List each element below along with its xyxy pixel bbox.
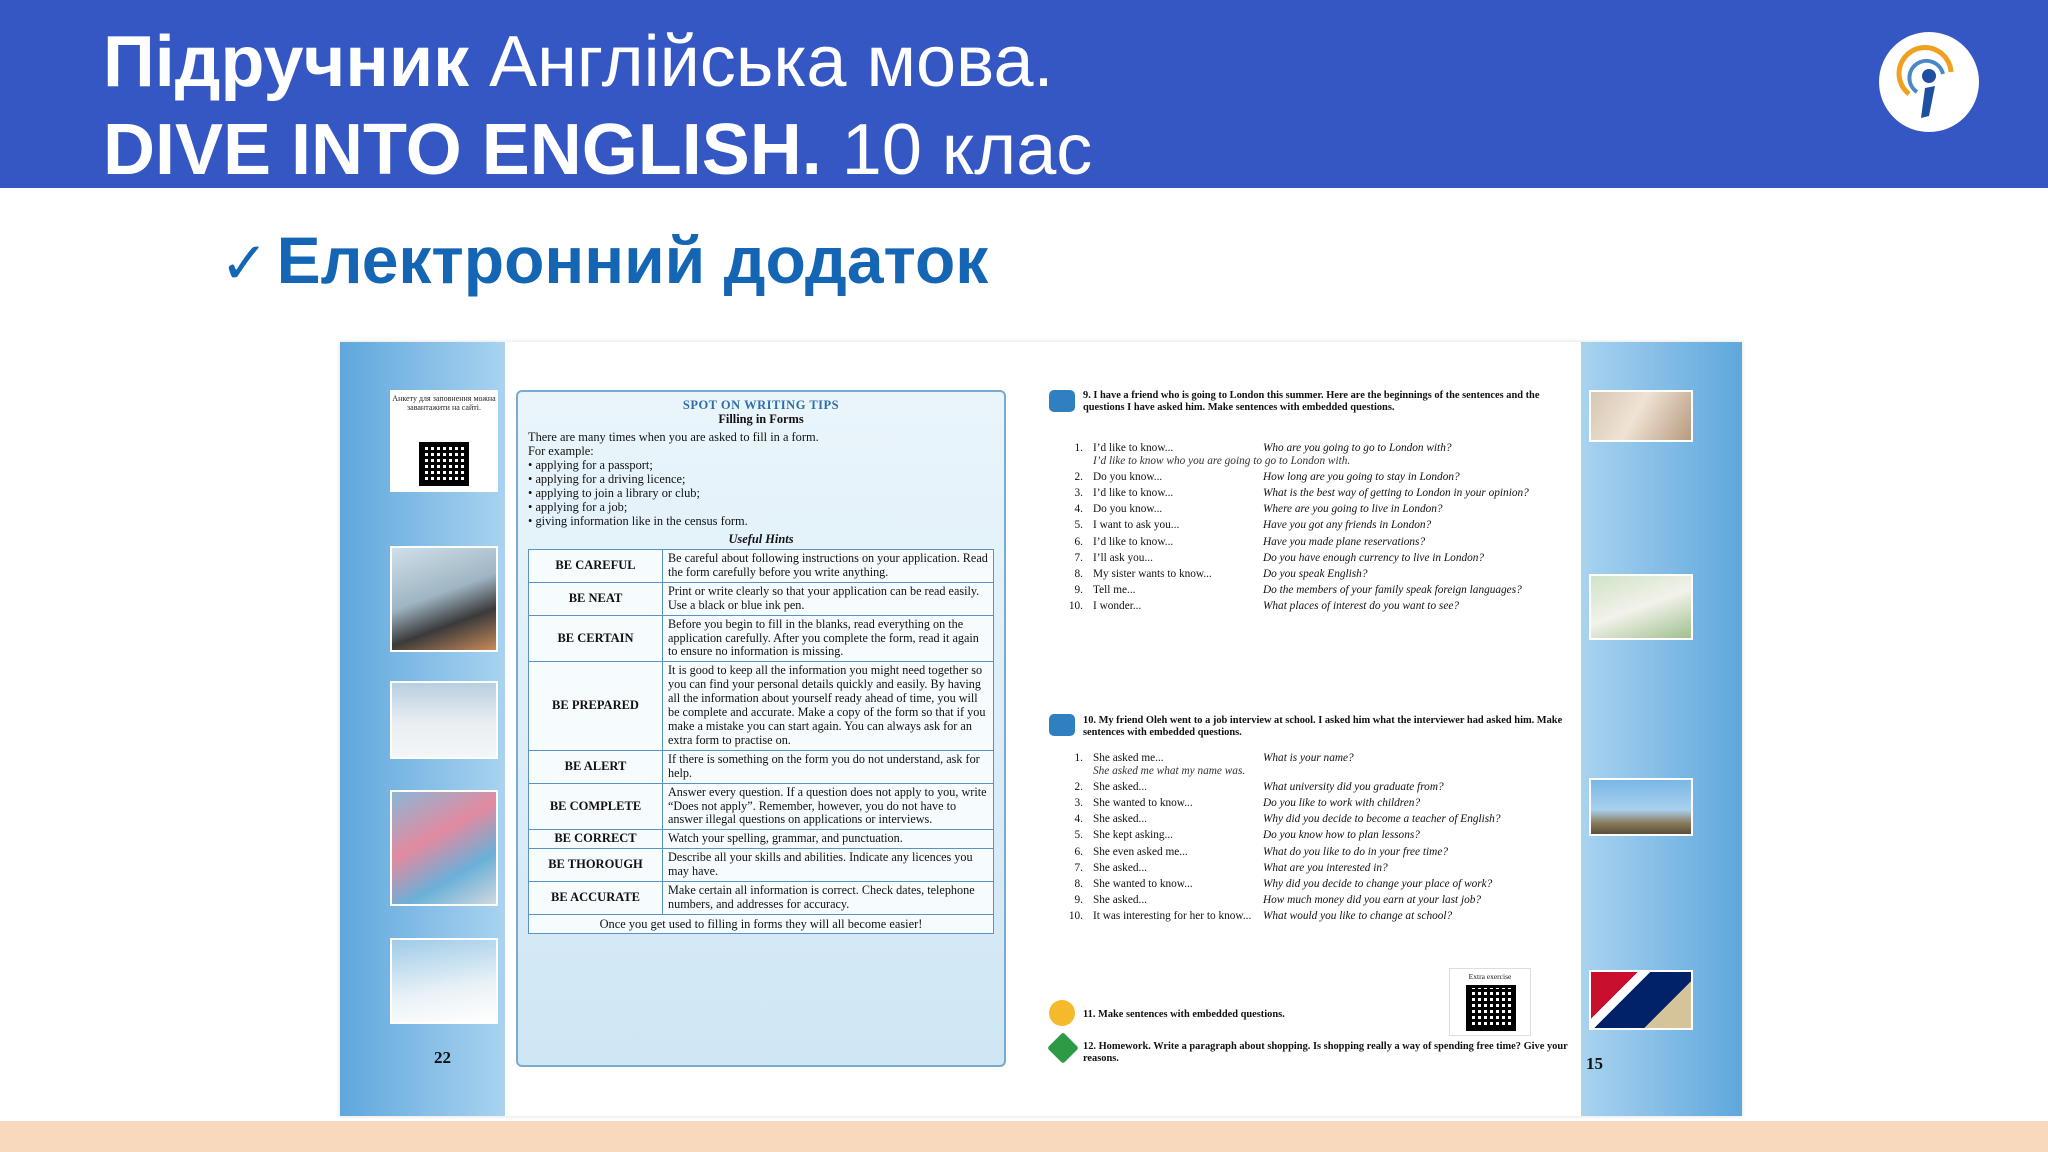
speech-bubble-icon: [1049, 714, 1075, 736]
tips-footer: Once you get used to filling in forms they will all become easier!: [528, 915, 994, 934]
hint-text: Make certain all information is correct. Check dates, telephone numbers, and addresses for accuracy.: [663, 882, 994, 915]
row-number: 4.: [1074, 813, 1083, 826]
row-number: 9.: [1074, 583, 1083, 596]
row-question: What do you like to do in your free time?: [1263, 845, 1448, 858]
exercise-row: [1061, 797, 1576, 810]
textbook-spread: [340, 342, 1742, 1116]
hint-row: [529, 783, 994, 830]
hint-name: BE NEAT: [529, 582, 663, 615]
row-number: 1.: [1074, 442, 1083, 454]
hint-name: BE PREPARED: [529, 662, 663, 750]
hint-name: BE ALERT: [529, 750, 663, 783]
exercise-9-title: 9. I have a friend who is going to London this summer. Here are the beginnings of the sentences and the questions I have asked him. Make sentences with embedded questions.: [1083, 390, 1540, 414]
row-question: Have you made plane reservations?: [1263, 535, 1426, 548]
tips-bullet: • applying for a driving licence;: [528, 472, 686, 486]
row-number: 7.: [1074, 551, 1083, 564]
hint-row: [529, 615, 994, 662]
exercise-row: [1061, 487, 1576, 500]
exercise-row: [1061, 910, 1576, 923]
tips-bullet-text: applying for a passport;: [535, 458, 653, 472]
extra-exercise-card: [1449, 968, 1531, 1036]
row-prompt: Tell me...: [1093, 583, 1136, 596]
writing-tips-box: [516, 390, 1006, 1067]
row-prompt: I’ll ask you...: [1093, 551, 1153, 564]
photo-banknotes: [1589, 390, 1693, 442]
exercise-11-title: 11. Make sentences with embedded questions.: [1083, 1009, 1285, 1020]
exercise-example: [1061, 455, 1576, 468]
tips-bullet-list: [528, 458, 994, 528]
exercise-row: [1061, 752, 1576, 765]
exercise-12-title: 12. Homework. Write a paragraph about shopping. Is shopping really a way of spending free time? Give your reasons.: [1083, 1041, 1568, 1065]
hint-name: BE CORRECT: [529, 830, 663, 849]
info-icon: [1049, 1000, 1075, 1026]
row-prompt: She asked me...: [1093, 752, 1164, 764]
tips-bullet: • applying to join a library or club;: [528, 486, 700, 500]
left-page: [340, 342, 1041, 1116]
row-question: How much money did you earn at your last job?: [1263, 893, 1482, 906]
title-rest-1: Англійська мова.: [469, 22, 1054, 102]
tips-example-label: For example:: [528, 444, 594, 458]
exercise-10-list: [1061, 752, 1576, 923]
tips-bullet-text: applying for a job;: [535, 500, 628, 514]
row-number: 10.: [1068, 909, 1083, 922]
row-number: 2.: [1074, 471, 1083, 484]
hint-text: Answer every question. If a question does not apply to you, write “Does not apply”. Remember, however, you do not have to answer illegal questions on applications or interviews.: [663, 783, 994, 830]
row-prompt: My sister wants to know...: [1093, 567, 1212, 580]
row-question: Who are you going to go to London with?: [1263, 442, 1452, 454]
title-bold-2: DIVE INTO ENGLISH.: [103, 110, 822, 190]
row-question: What university did you graduate from?: [1263, 781, 1444, 794]
header-banner: [0, 0, 2048, 188]
logo-icon: [1879, 32, 1979, 132]
photo-snowboard: [390, 938, 498, 1024]
hint-name: BE ACCURATE: [529, 882, 663, 915]
row-number: 9.: [1074, 893, 1083, 906]
row-number: 5.: [1074, 519, 1083, 532]
exercise-row: [1061, 584, 1576, 597]
hint-row: [529, 550, 994, 583]
row-question: Have you got any friends in London?: [1263, 519, 1432, 532]
row-question: What is your name?: [1263, 752, 1354, 764]
tips-subheading: Filling in Forms: [718, 412, 804, 426]
row-prompt: I’d like to know...: [1093, 487, 1174, 500]
hint-text: It is good to keep all the information you might need together so you can find your personal details quickly and easily. By having all the information about yourself ready ahead of time, you will be complete and accurate. Make a copy of the form so that if you make a mistake you can start again. You can always ask for an extra form to practise on.: [663, 662, 994, 750]
hints-table: [528, 549, 994, 915]
tips-intro: There are many times when you are asked to fill in a form.: [528, 430, 819, 444]
row-number: 5.: [1074, 829, 1083, 842]
hint-name: BE CERTAIN: [529, 615, 663, 662]
row-question: Do you have enough currency to live in London?: [1263, 551, 1485, 564]
exercise-row: [1061, 781, 1576, 794]
row-prompt: She even asked me...: [1093, 845, 1188, 858]
row-prompt: She asked...: [1093, 813, 1147, 826]
hint-text: If there is something on the form you do not understand, ask for help.: [663, 750, 994, 783]
row-number: 4.: [1074, 503, 1083, 516]
hint-text: Before you begin to fill in the blanks, read everything on the application carefully. After you complete the form, read it again to ensure no information is missing.: [663, 615, 994, 662]
photo-workout: [390, 790, 498, 906]
right-page: [1041, 342, 1742, 1116]
qr-code-icon[interactable]: [1466, 985, 1516, 1031]
example-text: She asked me what my name was.: [1093, 765, 1246, 778]
photo-tickets: [1589, 574, 1693, 640]
exercise-9-list: [1061, 442, 1576, 613]
row-number: 6.: [1074, 535, 1083, 548]
title-bold-1: Підручник: [103, 22, 470, 102]
exercise-row: [1061, 846, 1576, 859]
row-question: What are you interested in?: [1263, 861, 1388, 874]
row-question: What is the best way of getting to London in your opinion?: [1263, 487, 1529, 500]
subtitle-text: Електронний додаток: [276, 223, 989, 297]
title-line-1: [103, 22, 1054, 102]
row-number: 7.: [1074, 861, 1083, 874]
tips-heading: SPOT ON WRITING TIPS: [682, 398, 840, 412]
qr-code-icon[interactable]: [419, 442, 469, 486]
photo-skiing: [390, 681, 498, 759]
hint-name: BE CAREFUL: [529, 550, 663, 583]
exercise-row: [1061, 503, 1576, 516]
row-question: Why did you decide to become a teacher of English?: [1263, 813, 1501, 826]
row-number: 1.: [1074, 752, 1083, 764]
row-question: Do you know how to plan lessons?: [1263, 829, 1420, 842]
tips-bullet: • giving information like in the census form.: [528, 514, 748, 528]
photo-fitness: [390, 546, 498, 652]
row-number: 3.: [1074, 797, 1083, 810]
row-number: 6.: [1074, 845, 1083, 858]
exercise-row: [1061, 471, 1576, 484]
exercise-row: [1061, 552, 1576, 565]
row-prompt: She kept asking...: [1093, 829, 1174, 842]
exercise-row: [1061, 878, 1576, 891]
row-prompt: I want to ask you...: [1093, 519, 1180, 532]
hint-name: BE THOROUGH: [529, 849, 663, 882]
row-number: 8.: [1074, 877, 1083, 890]
tips-bullet-text: applying to join a library or club;: [535, 486, 700, 500]
extra-exercise-label: Extra exercise: [1468, 972, 1512, 981]
row-prompt: Do you know...: [1093, 503, 1163, 516]
hint-row: [529, 849, 994, 882]
row-prompt: It was interesting for her to know...: [1093, 909, 1252, 922]
row-number: 2.: [1074, 781, 1083, 794]
exercise-example: [1061, 765, 1576, 778]
tips-bullet: • applying for a job;: [528, 500, 628, 514]
hint-row: [529, 830, 994, 849]
row-question: How long are you going to stay in London?: [1263, 471, 1460, 484]
hint-text: Watch your spelling, grammar, and punctuation.: [663, 830, 994, 849]
hint-name: BE COMPLETE: [529, 783, 663, 830]
speech-bubble-icon: [1049, 390, 1075, 412]
qr-caption: Анкету для заповнення можна завантажити на сайті.: [392, 394, 496, 413]
hint-row: [529, 582, 994, 615]
title-line-2: [103, 110, 1093, 190]
row-question: Why did you decide to change your place of work?: [1263, 877, 1493, 890]
page-number-right: 15: [1586, 1054, 1603, 1073]
hint-row: [529, 662, 994, 750]
exercise-row: [1061, 813, 1576, 826]
exercise-row: [1061, 600, 1576, 613]
hint-row: [529, 882, 994, 915]
exercise-row: [1061, 519, 1576, 532]
row-prompt: I’d like to know...: [1093, 442, 1174, 454]
exercise-row: [1061, 829, 1576, 842]
tips-bullet-text: applying for a driving licence;: [535, 472, 686, 486]
hint-row: [529, 750, 994, 783]
check-icon: ✓: [220, 231, 269, 296]
pencil-icon: [1047, 1032, 1079, 1064]
row-number: 10.: [1068, 599, 1083, 612]
title-rest-2: 10 клас: [821, 110, 1093, 190]
exercise-row: [1061, 568, 1576, 581]
row-question: Where are you going to live in London?: [1263, 503, 1443, 516]
row-prompt: She asked...: [1093, 861, 1147, 874]
row-prompt: She wanted to know...: [1093, 797, 1193, 810]
section-subtitle: [220, 222, 988, 298]
bottom-bar: [0, 1121, 2048, 1152]
exercise-10-title: 10. My friend Oleh went to a job interview at school. I asked him what the interviewer had asked him. Make sentences with embedded questions.: [1083, 715, 1563, 739]
example-text: I’d like to know who you are going to go to London with.: [1093, 455, 1351, 468]
exercise-row: [1061, 894, 1576, 907]
exercise-row: [1061, 536, 1576, 549]
row-question: What places of interest do you want to see?: [1263, 599, 1459, 612]
row-prompt: She wanted to know...: [1093, 877, 1193, 890]
row-number: 3.: [1074, 487, 1083, 500]
row-prompt: Do you know...: [1093, 471, 1163, 484]
tips-bullet: • applying for a passport;: [528, 458, 653, 472]
hints-title: Useful Hints: [728, 532, 794, 546]
qr-card: [390, 390, 498, 492]
row-question: Do you speak English?: [1263, 567, 1368, 580]
exercise-row: [1061, 862, 1576, 875]
tips-bullet-text: giving information like in the census form.: [535, 514, 748, 528]
row-question: Do the members of your family speak foreign languages?: [1263, 583, 1522, 596]
page-number-left: 22: [434, 1048, 451, 1067]
hint-text: Be careful about following instructions on your application. Read the form carefully before you write anything.: [663, 550, 994, 583]
hint-text: Print or write clearly so that your application can be read easily. Use a black or blue ink pen.: [663, 582, 994, 615]
row-prompt: She asked...: [1093, 781, 1147, 794]
row-prompt: I wonder...: [1093, 599, 1142, 612]
row-number: 8.: [1074, 567, 1083, 580]
row-question: What would you like to change at school?: [1263, 909, 1453, 922]
row-question: Do you like to work with children?: [1263, 797, 1421, 810]
exercise-row: [1061, 442, 1576, 455]
photo-westminster: [1589, 778, 1693, 836]
row-prompt: She asked...: [1093, 893, 1147, 906]
photo-union-flag: [1589, 970, 1693, 1030]
row-prompt: I’d like to know...: [1093, 535, 1174, 548]
hint-text: Describe all your skills and abilities. Indicate any licences you may have.: [663, 849, 994, 882]
